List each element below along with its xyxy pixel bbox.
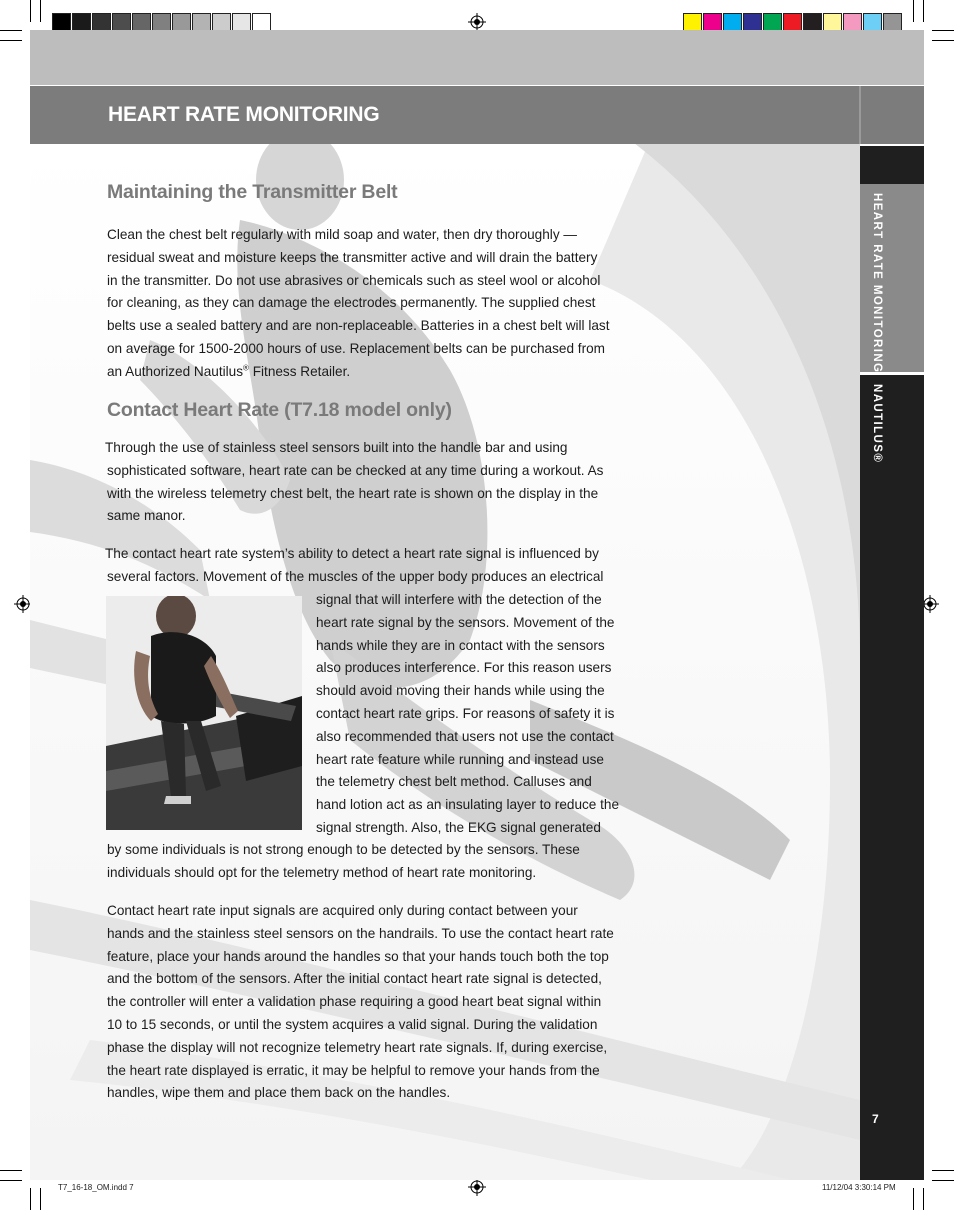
text-line: belts use a sealed battery and are non-replaceable. Batteries in a chest belt will last [107, 318, 610, 334]
text-line: heart rate feature while running and instead use [316, 751, 604, 767]
paragraph-signal-factors-intro [105, 543, 665, 589]
text-line: heart rate signal by the sensors. Movement of the [316, 614, 615, 630]
text-line: also recommended that users not use the contact [316, 728, 614, 744]
text-line: Clean the chest belt regularly with mild soap and water, then dry thoroughly — [107, 227, 577, 242]
paragraph-signal-factors-end [107, 839, 667, 885]
section-heading-contact-heart-rate: Contact Heart Rate (T7.18 model only) [107, 399, 452, 421]
paragraph-transmitter-belt [107, 224, 667, 384]
text-line: handles, wipe them and place them back on the handles. [107, 1085, 451, 1101]
text-fragment: Fitness Retailer. [248, 363, 351, 379]
text-line: the controller will enter a validation phase requiring a good heart beat signal within [107, 994, 602, 1010]
page-title: HEART RATE MONITORING [108, 103, 380, 126]
text-line: the heart rate displayed is erratic, it may be helpful to remove your hands from the [107, 1062, 600, 1078]
sidebar-divider [860, 372, 924, 375]
treadmill-user-photo [106, 596, 302, 830]
text-line: hands and the stainless steel sensors on the handrails. To use the contact heart rate [107, 925, 614, 941]
page-number: 7 [872, 1112, 879, 1126]
registration-mark-icon [468, 1178, 486, 1196]
text-line: in the transmitter. Do not use abrasives or chemicals such as steel wool or alcohol [107, 272, 601, 288]
title-bar-divider [859, 86, 861, 144]
text-line: contact heart rate grips. For reasons of safety it is [316, 705, 615, 721]
text-line: same manor. [107, 508, 186, 524]
text-line: several factors. Movement of the muscles of the upper body produces an electrical [107, 568, 604, 584]
footer-timestamp: 11/12/04 3:30:14 PM [822, 1183, 896, 1192]
sidebar-label-section: HEART RATE MONITORING [871, 193, 883, 374]
paragraph-contact-sensors [105, 437, 665, 528]
text-line: and the bottom of the sensors. After the initial contact heart rate signal is detected, [107, 971, 602, 987]
footer-file-info: T7_16-18_OM.indd 7 [58, 1183, 134, 1192]
text-line: by some individuals is not strong enough to be detected by the sensors. These [107, 842, 580, 857]
sidebar-tab-active-section [860, 184, 924, 372]
text-line: residual sweat and moisture keeps the transmitter active and will drain the battery [107, 249, 598, 265]
text-line: hand lotion act as an insulating layer to reduce the [316, 797, 620, 813]
text-line: also produces interference. For this reason users [316, 660, 612, 676]
top-gray-band [30, 30, 924, 85]
text-line: Contact heart rate input signals are acquired only during contact between your [107, 903, 578, 918]
registration-mark-icon [468, 13, 486, 31]
text-line: Through the use of stainless steel sensors built into the handle bar and using [105, 440, 568, 455]
paragraph-input-signals [107, 900, 667, 1105]
text-line: should avoid moving their hands while using the [316, 683, 605, 699]
text-line: individuals should opt for the telemetry method of heart rate monitoring. [107, 864, 537, 880]
text-line: phase the display will not recognize telemetry heart rate signals. If, during exercise, [107, 1039, 608, 1055]
text-line: signal that will interfere with the detection of the [316, 592, 602, 607]
text-line [107, 361, 667, 384]
text-line: hands while they are in contact with the sensors [316, 637, 605, 653]
text-line: The contact heart rate system’s ability to detect a heart rate signal is influenced by [105, 546, 599, 561]
text-fragment: an Authorized Nautilus [107, 363, 244, 379]
title-bar [30, 86, 924, 144]
section-heading-transmitter-belt: Maintaining the Transmitter Belt [107, 181, 398, 203]
text-line: signal strength. Also, the EKG signal generated [316, 819, 601, 835]
sidebar-label-brand: NAUTILUS® [871, 384, 883, 464]
text-line: the telemetry chest belt method. Calluses and [316, 774, 592, 790]
text-line: for cleaning, as they can damage the electrodes permanently. The supplied chest [107, 295, 596, 311]
registered-trademark-symbol: ® [243, 363, 249, 373]
text-line: sophisticated software, heart rate can be checked at any time during a workout. As [107, 462, 604, 478]
text-line: feature, place your hands around the handles so that your hands touch both the top [107, 948, 609, 964]
text-line: with the wireless telemetry chest belt, the heart rate is shown on the display in the [107, 485, 599, 501]
text-line: on average for 1500-2000 hours of use. Replacement belts can be purchased from [107, 340, 605, 356]
paragraph-signal-factors-wrapped [316, 589, 656, 840]
text-line: 10 to 15 seconds, or until the system acquires a valid signal. During the validation [107, 1016, 598, 1032]
